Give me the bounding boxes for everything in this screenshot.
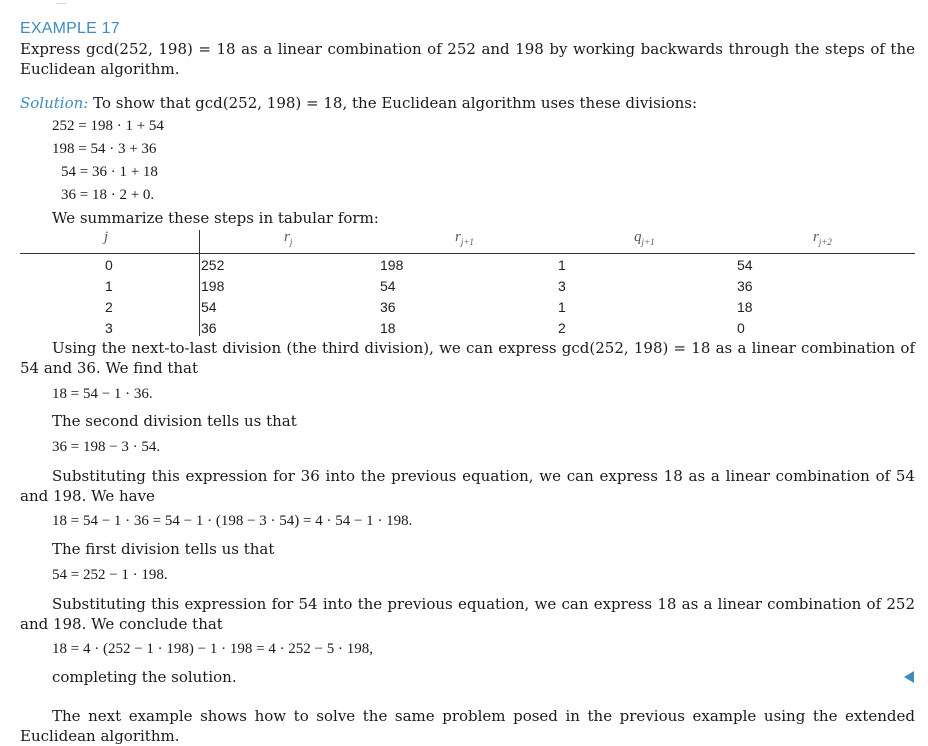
example-heading: EXAMPLE 17	[20, 20, 120, 37]
table-cell: 54	[737, 257, 753, 273]
table-intro: We summarize these steps in tabular form:	[52, 209, 379, 227]
solution-label: Solution:	[20, 94, 89, 112]
table-cell: 3	[105, 320, 113, 336]
first-division-text: The first division tells us that	[52, 540, 275, 558]
equation-5: 18 = 4 · (252 − 1 · 198) − 1 · 198 = 4 · 252 − 5 · 198,	[52, 641, 374, 657]
problem-statement: Express gcd(252, 198) = 18 as a linear combination of 252 and 198 by working backwards through the steps of the Euclidean algorithm.	[20, 40, 915, 78]
top-rule	[56, 0, 66, 4]
table-cell: 252	[201, 257, 225, 273]
second-division-text: The second division tells us that	[52, 412, 297, 430]
solution-intro	[20, 93, 915, 113]
table-cell: 1	[558, 299, 566, 315]
paragraph-next-to-last: Using the next-to-last division (the third division), we can express gcd(252, 198) = 18 as a linear combination of 54 and 36. We find that	[20, 339, 915, 377]
division-2: 198 = 54 · 3 + 36	[52, 141, 157, 157]
equation-1: 18 = 54 − 1 · 36.	[52, 386, 153, 402]
table-header-r-j1: $r_{j+1}$	[455, 229, 474, 247]
table-cell: 36	[201, 320, 217, 336]
table-cell: 18	[380, 320, 396, 336]
table-cell: 0	[737, 320, 745, 336]
division-3: 54 = 36 · 1 + 18	[61, 164, 158, 180]
table-header-r-j2: $r_{j+2}$	[813, 229, 832, 247]
table-cell: 54	[380, 278, 396, 294]
table-cell: 3	[558, 278, 566, 294]
table-header-rule	[20, 253, 915, 254]
paragraph-next-example: The next example shows how to solve the same problem posed in the previous example using the extended Euclidean algorithm.	[20, 707, 915, 745]
completing-text: completing the solution.	[52, 668, 237, 686]
table-cell: 1	[105, 278, 113, 294]
division-4: 36 = 18 · 2 + 0.	[61, 187, 155, 203]
equation-2: 36 = 198 − 3 · 54.	[52, 439, 161, 455]
solution-text: To show that gcd(252, 198) = 18, the Euclidean algorithm uses these divisions:	[88, 94, 698, 112]
table-cell: 198	[380, 257, 404, 273]
table-column-rule	[199, 230, 200, 336]
table-header-r-j: $r_j$	[284, 229, 293, 247]
equation-3: 18 = 54 − 1 · 36 = 54 − 1 · (198 − 3 · 54) = 4 · 54 − 1 · 198.	[52, 513, 413, 529]
table-cell: 36	[380, 299, 396, 315]
table-cell: 198	[201, 278, 225, 294]
table-cell: 1	[558, 257, 566, 273]
table-cell: 36	[737, 278, 753, 294]
paragraph-substitute-36: Substituting this expression for 36 into the previous equation, we can express 18 as a linear combination of 54 and 198. We have	[20, 467, 915, 505]
table-header-j: j	[104, 229, 109, 245]
table-cell: 0	[105, 257, 113, 273]
table-cell: 2	[558, 320, 566, 336]
table-cell: 18	[737, 299, 753, 315]
equation-4: 54 = 252 − 1 · 198.	[52, 567, 168, 583]
table-cell: 54	[201, 299, 217, 315]
table-header-q-j1: $q_{j+1}$	[634, 229, 655, 247]
division-1: 252 = 198 · 1 + 54	[52, 118, 164, 134]
paragraph-substitute-54: Substituting this expression for 54 into the previous equation, we can express 18 as a linear combination of 252 and 198. We conclude that	[20, 595, 915, 633]
table-cell: 2	[105, 299, 113, 315]
left-triangle-icon	[904, 671, 914, 683]
